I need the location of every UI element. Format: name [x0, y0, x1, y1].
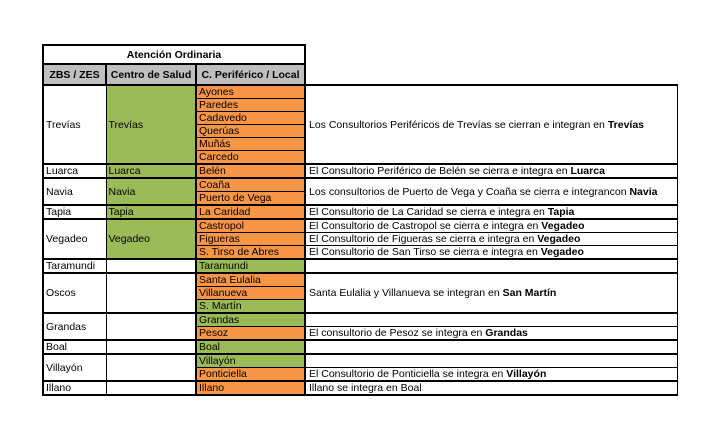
centro-salud-cell	[106, 381, 196, 395]
note-cell	[305, 178, 677, 205]
periferico-cell: Paredes	[196, 99, 305, 112]
periferico-cell: Querúas	[196, 125, 305, 138]
table-row	[43, 313, 677, 327]
periferico-cell: Boal	[196, 340, 305, 354]
zbs-cell: Tapia	[43, 205, 106, 219]
table-row	[43, 340, 677, 354]
periferico-cell: S. Tirso de Abres	[196, 246, 305, 260]
centro-salud-cell	[106, 259, 196, 273]
table-row	[43, 219, 677, 233]
centro-salud-cell: Trevías	[106, 85, 196, 164]
periferico-cell: Ponticiella	[196, 368, 305, 382]
periferico-cell: Castropol	[196, 219, 305, 233]
note-cell	[305, 205, 677, 219]
table-row	[43, 259, 677, 273]
periferico-cell: Grandas	[196, 313, 305, 327]
header-centro-salud: Centro de Salud	[106, 64, 196, 85]
note-cell	[305, 381, 677, 395]
table-row	[43, 273, 677, 287]
note-text: El Consultorio Periférico de Belén se cierra e integra en	[309, 165, 571, 177]
centro-salud-cell: Navia	[106, 178, 196, 205]
zbs-cell: Taramundi	[43, 259, 106, 273]
note-text: El Consultorio de Figueras se cierra e integra en	[309, 233, 538, 245]
note-text: El Consultorio de La Caridad se cierra e integra en	[309, 206, 548, 218]
note-text: El consultorio de Pesoz se integra en	[309, 327, 486, 339]
atencion-ordinaria-table	[42, 44, 678, 396]
note-cell	[305, 327, 677, 341]
periferico-cell: S. Martín	[196, 300, 305, 314]
zbs-cell: Grandas	[43, 313, 106, 340]
periferico-cell: Belén	[196, 164, 305, 178]
table-row	[43, 205, 677, 219]
centro-salud-cell	[106, 354, 196, 381]
document-page	[42, 44, 678, 396]
note-text: Santa Eulalia y Villanueva se integran en	[309, 287, 503, 299]
note-bold-text: Navia	[629, 185, 658, 198]
periferico-cell: Carcedo	[196, 151, 305, 165]
zbs-cell: Navia	[43, 178, 106, 205]
periferico-cell: Coaña	[196, 178, 305, 192]
zbs-cell: Villayón	[43, 354, 106, 381]
periferico-cell: Pesoz	[196, 327, 305, 341]
note-bold-text: Villayón	[506, 368, 547, 380]
note-text: El Consultorio de Ponticiella se integra en	[309, 368, 507, 380]
note-cell	[305, 354, 677, 368]
zbs-cell: Oscos	[43, 273, 106, 313]
periferico-cell: Taramundi	[196, 259, 305, 273]
table-row	[43, 178, 677, 192]
periferico-cell: Figueras	[196, 233, 305, 246]
table-row	[43, 354, 677, 368]
centro-salud-cell: Vegadeo	[106, 219, 196, 259]
note-cell	[305, 246, 677, 260]
note-text: Los consultorios de Puerto de Vega y Coaña se cierra e integrancon	[309, 185, 630, 198]
note-bold-text: Vegadeo	[540, 246, 584, 258]
note-cell	[305, 219, 677, 233]
header-periferico: C. Periférico / Local	[196, 64, 305, 85]
note-bold-text: Vegadeo	[537, 233, 581, 245]
periferico-cell: Santa Eulalia	[196, 273, 305, 287]
zbs-cell: Illano	[43, 381, 106, 395]
centro-salud-cell	[106, 313, 196, 340]
note-text: El Consultorio de San Tirso se cierra e integra en	[309, 246, 541, 258]
periferico-cell: Illano	[196, 381, 305, 395]
note-cell	[305, 273, 677, 313]
note-text: Los Consultorios Periféricos de Trevías se cierran e integran en	[309, 118, 608, 131]
periferico-cell: Muñás	[196, 138, 305, 151]
zbs-cell: Vegadeo	[43, 219, 106, 259]
periferico-cell: Villayón	[196, 354, 305, 368]
zbs-cell: Luarca	[43, 164, 106, 178]
note-text: El Consultorio de Castropol se cierra e integra en	[309, 220, 542, 232]
periferico-cell: Puerto de Vega	[196, 192, 305, 206]
note-bold-text: Vegadeo	[541, 220, 585, 232]
table-row	[43, 164, 677, 178]
centro-salud-cell	[106, 273, 196, 313]
note-cell	[305, 340, 677, 354]
table-row	[43, 381, 677, 395]
note-text: Illano se integra en Boal	[309, 382, 422, 394]
note-bold-text: Trevías	[607, 118, 645, 131]
note-cell	[305, 233, 677, 246]
zbs-cell: Trevías	[43, 85, 106, 164]
note-cell	[305, 85, 677, 164]
centro-salud-cell: Luarca	[106, 164, 196, 178]
table-row	[43, 85, 677, 99]
zbs-cell: Boal	[43, 340, 106, 354]
note-bold-text: Luarca	[570, 165, 605, 177]
header-zbs: ZBS / ZES	[43, 64, 106, 85]
note-cell	[305, 259, 677, 273]
note-cell	[305, 368, 677, 382]
note-bold-text: San Martín	[502, 287, 557, 299]
periferico-cell: La Caridad	[196, 205, 305, 219]
centro-salud-cell	[106, 340, 196, 354]
table-body	[43, 85, 677, 395]
note-bold-text: Grandas	[485, 327, 528, 339]
periferico-cell: Cadavedo	[196, 112, 305, 125]
note-cell	[305, 313, 677, 327]
periferico-cell: Villanueva	[196, 287, 305, 300]
periferico-cell: Ayones	[196, 85, 305, 99]
note-bold-text: Tapia	[547, 206, 575, 218]
centro-salud-cell: Tapia	[106, 205, 196, 219]
table-title: Atención Ordinaria	[43, 45, 305, 64]
note-cell	[305, 164, 677, 178]
